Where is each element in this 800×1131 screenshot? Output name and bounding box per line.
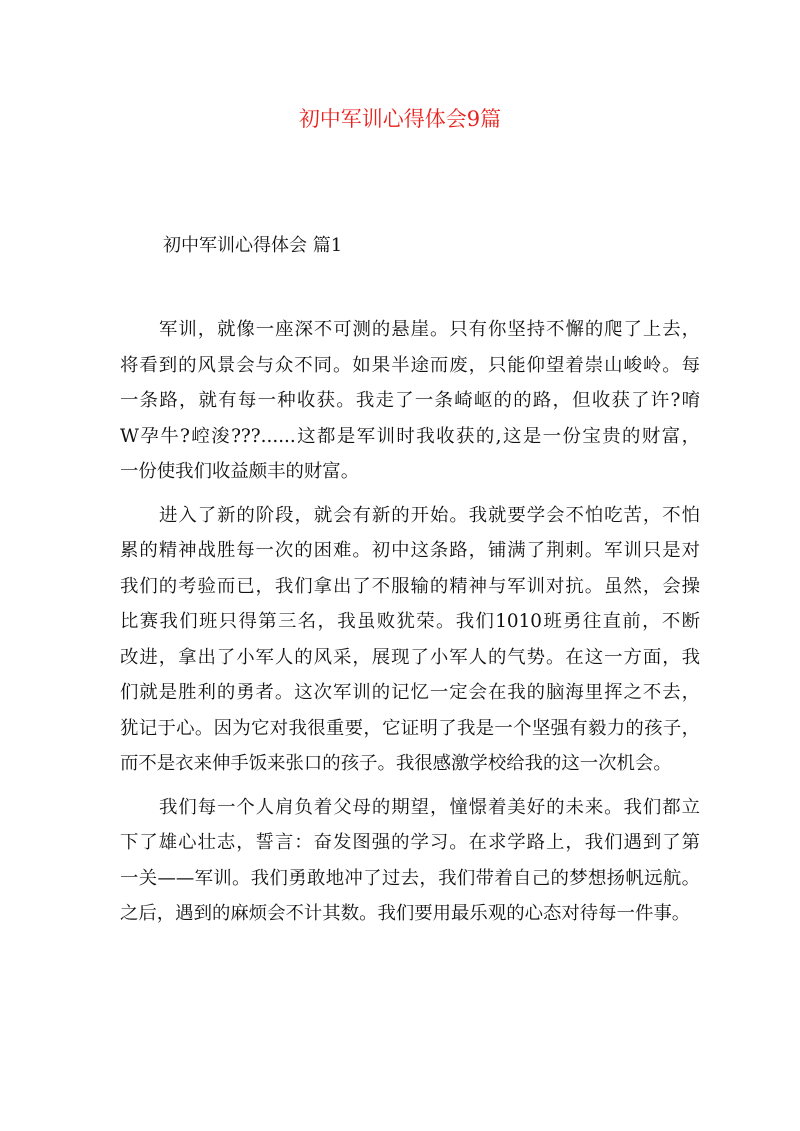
text-line: 之后，遇到的麻烦会不计其数。我们要用最乐观的心态对待每一件事。: [120, 903, 691, 924]
document-title: 初中军训心得体会9篇: [298, 107, 502, 131]
text-line: 我们的考验而已，我们拿出了不服输的精神与军训对抗。虽然，会操: [120, 575, 700, 597]
text-line: 将看到的风景会与众不同。如果半途而废，只能仰望着崇山峻岭。每: [120, 354, 700, 376]
text-line: 犹记于心。因为它对我很重要，它证明了我是一个坚强有毅力的孩子，: [120, 717, 700, 739]
text-line: 们就是胜利的勇者。这次军训的记忆一定会在我的脑海里挥之不去，: [120, 682, 700, 703]
text-line: 一关——军训。我们勇敢地冲了过去，我们带着自己的梦想扬帆远航。: [120, 867, 700, 889]
paragraph: [120, 790, 700, 932]
text-line: 进入了新的阶段，就会有新的开始。我就要学会不怕吃苦，不怕: [159, 504, 700, 526]
text-line: 一条路，就有每一种收获。我走了一条崎岖的的路，但收获了许?唷: [120, 390, 700, 411]
text-line: 而不是衣来伸手饭来张口的孩子。我很感激学校给我的这一次机会。: [120, 753, 672, 774]
paragraph: [120, 312, 700, 490]
paragraph: [120, 498, 700, 782]
text-line: 军训，就像一座深不可测的悬崖。只有你坚持不懈的爬了上去，: [159, 319, 700, 340]
text-line: 下了雄心壮志，誓言：奋发图强的学习。在求学路上，我们遇到了第: [120, 832, 700, 853]
text-line: 一份使我们收益颇丰的财富。: [120, 461, 360, 482]
section-heading: 初中军训心得体会 篇1: [163, 235, 343, 256]
text-line: 比赛我们班只得第三名，我虽败犹荣。我们1010班勇往直前，不断: [120, 611, 700, 632]
text-line: 累的精神战胜每一次的困难。初中这条路，铺满了荆刺。军训只是对: [120, 540, 700, 561]
text-line: 改进，拿出了小军人的风采，展现了小军人的气势。在这一方面，我: [120, 646, 700, 668]
text-line: W孕牛?崆浚???......这都是军训时我收获的,这是一份宝贵的财富，: [120, 425, 700, 447]
text-line: 我们每一个人肩负着父母的期望，憧憬着美好的未来。我们都立: [159, 796, 700, 818]
document-body: [120, 312, 700, 940]
